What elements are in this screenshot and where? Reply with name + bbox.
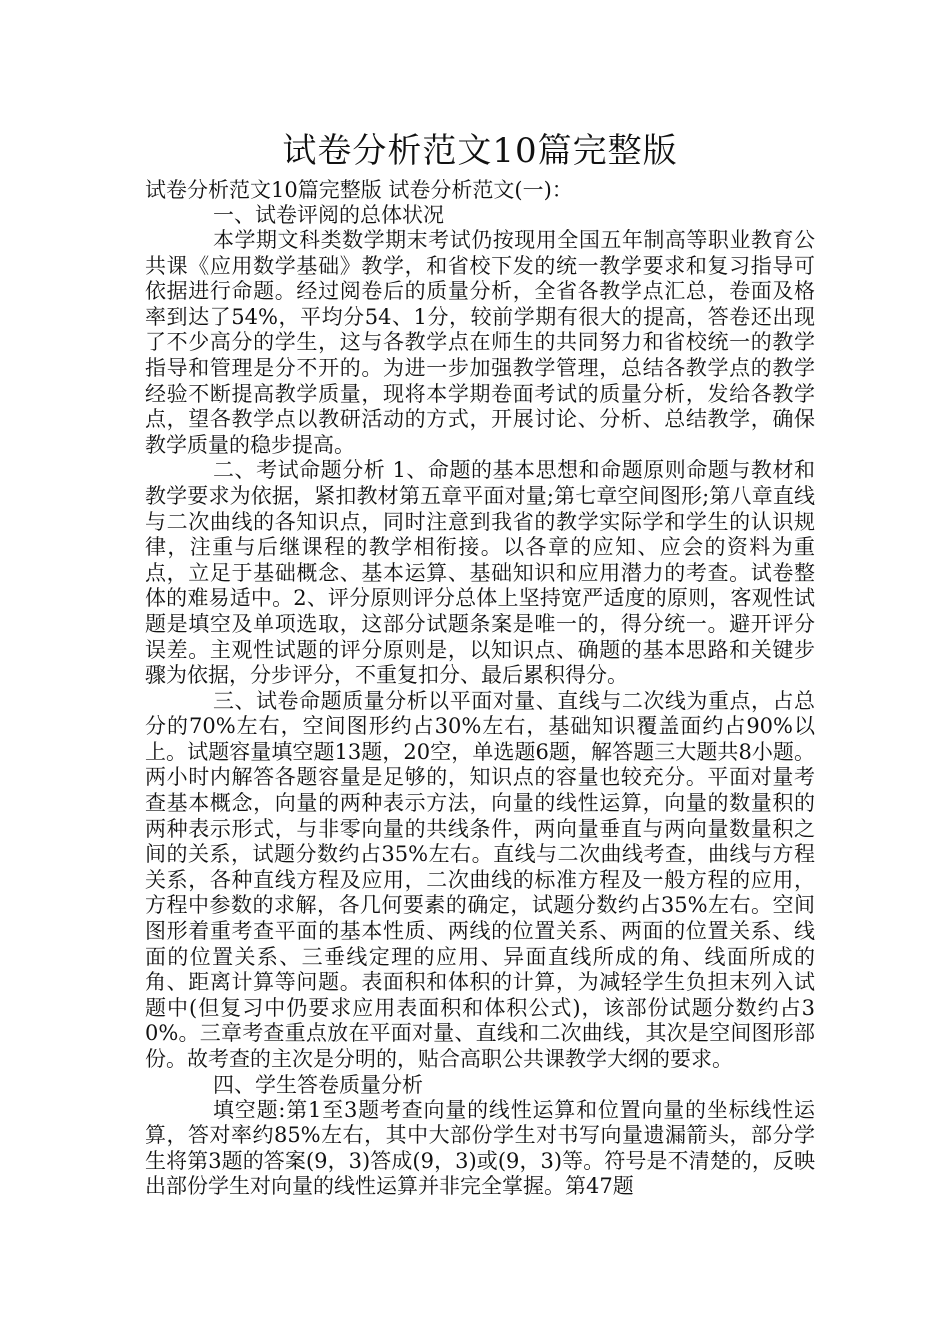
paragraph-3: 三、试卷命题质量分析以平面对量、直线与二次线为重点，占总分的70%左右，空间图形约占30%左右，基础知识覆盖面约占90%以上。试题容量填空题13题，20空，单选题6题，解答题三大题共8小题。两小时内解答各题容量是足够的，知识点的容量也较充分。平面对量考查基本概念，向量的两种表示方法，向量的线性运算，向量的数量积的两种表示形式，与非零向量的共线条件，两向量垂直与两向量数量积之间的关系，试题分数约占35%左右。直线与二次曲线考查，曲线与方程关系，各种直线方程及应用，二次曲线的标准方程及一般方程的应用，方程中参数的求解，各几何要素的确定，试题分数约占35%左右。空间图形着重考查平面的基本性质、两线的位置关系、两面的位置关系、线面的位置关系、三垂线定理的应用、异面直线所成的角、线面所成的角、距离计算等问题。表面积和体积的计算，为减轻学生负担末列入试题中(但复习中仍要求应用表面积和体积公式)，该部份试题分数约占30%。三章考查重点放在平面对量、直线和二次曲线，其次是空间图形部份。故考查的主次是分明的，贴合高职公共课教学大纲的要求。 xyxy=(145,688,815,1071)
paragraph-2: 二、考试命题分析 1、命题的基本思想和命题原则命题与教材和教学要求为依据，紧扣教材第五章平面对量;第七章空间图形;第八章直线与二次曲线的各知识点，同时注意到我省的教学实际学和学生的认识规律，注重与后继课程的教学相衔接。以各章的应知、应会的资料为重点，立足于基础概念、基本运算、基础知识和应用潜力的考查。试卷整体的难易适中。2、评分原则评分总体上坚持宽严适度的原则，客观性试题是填空及单项选取，这部分试题条案是唯一的，得分统一。避开评分误差。主观性试题的评分原则是，以知识点、确题的基本思路和关键步骤为依据，分步评分，不重复扣分、最后累积得分。 xyxy=(145,458,815,688)
document-subtitle: 试卷分析范文10篇完整版 试卷分析范文(一)： xyxy=(145,178,573,202)
document-page xyxy=(145,128,815,1200)
paragraph-4: 填空题:第1至3题考查向量的线性运算和位置向量的坐标线性运算，答对率约85%左右，其中大部份学生对书写向量遗漏箭头，部分学生将第3题的答案(9，3)答成(9，3)或(9，3)等。符号是不清楚的，反映出部份学生对向量的线性运算并非完全掌握。第47题 xyxy=(145,1097,815,1199)
paragraph-1: 本学期文科类数学期末考试仍按现用全国五年制高等职业教育公共课《应用数学基础》教学，和省校下发的统一教学要求和复习指导可依据进行命题。经过阅卷后的质量分析，全省各教学点汇总，卷面及格率到达了54%，平均分54、1分，较前学期有很大的提高，答卷还出现了不少高分的学生，这与各教学点在师生的共同努力和省校统一的教学指导和管理是分不开的。为进一步加强教学管理，总结各教学点的教学经验不断提高教学质量，现将本学期卷面考试的质量分析，发给各教学点，望各教学点以教研活动的方式，开展讨论、分析、总结教学，确保教学质量的稳步提高。 xyxy=(145,228,815,457)
section-heading-4: 四、学生答卷质量分析 xyxy=(213,1072,423,1097)
document-title: 试卷分析范文10篇完整版 xyxy=(282,131,678,171)
section-heading-1: 一、试卷评阅的总体状况 xyxy=(213,203,444,227)
